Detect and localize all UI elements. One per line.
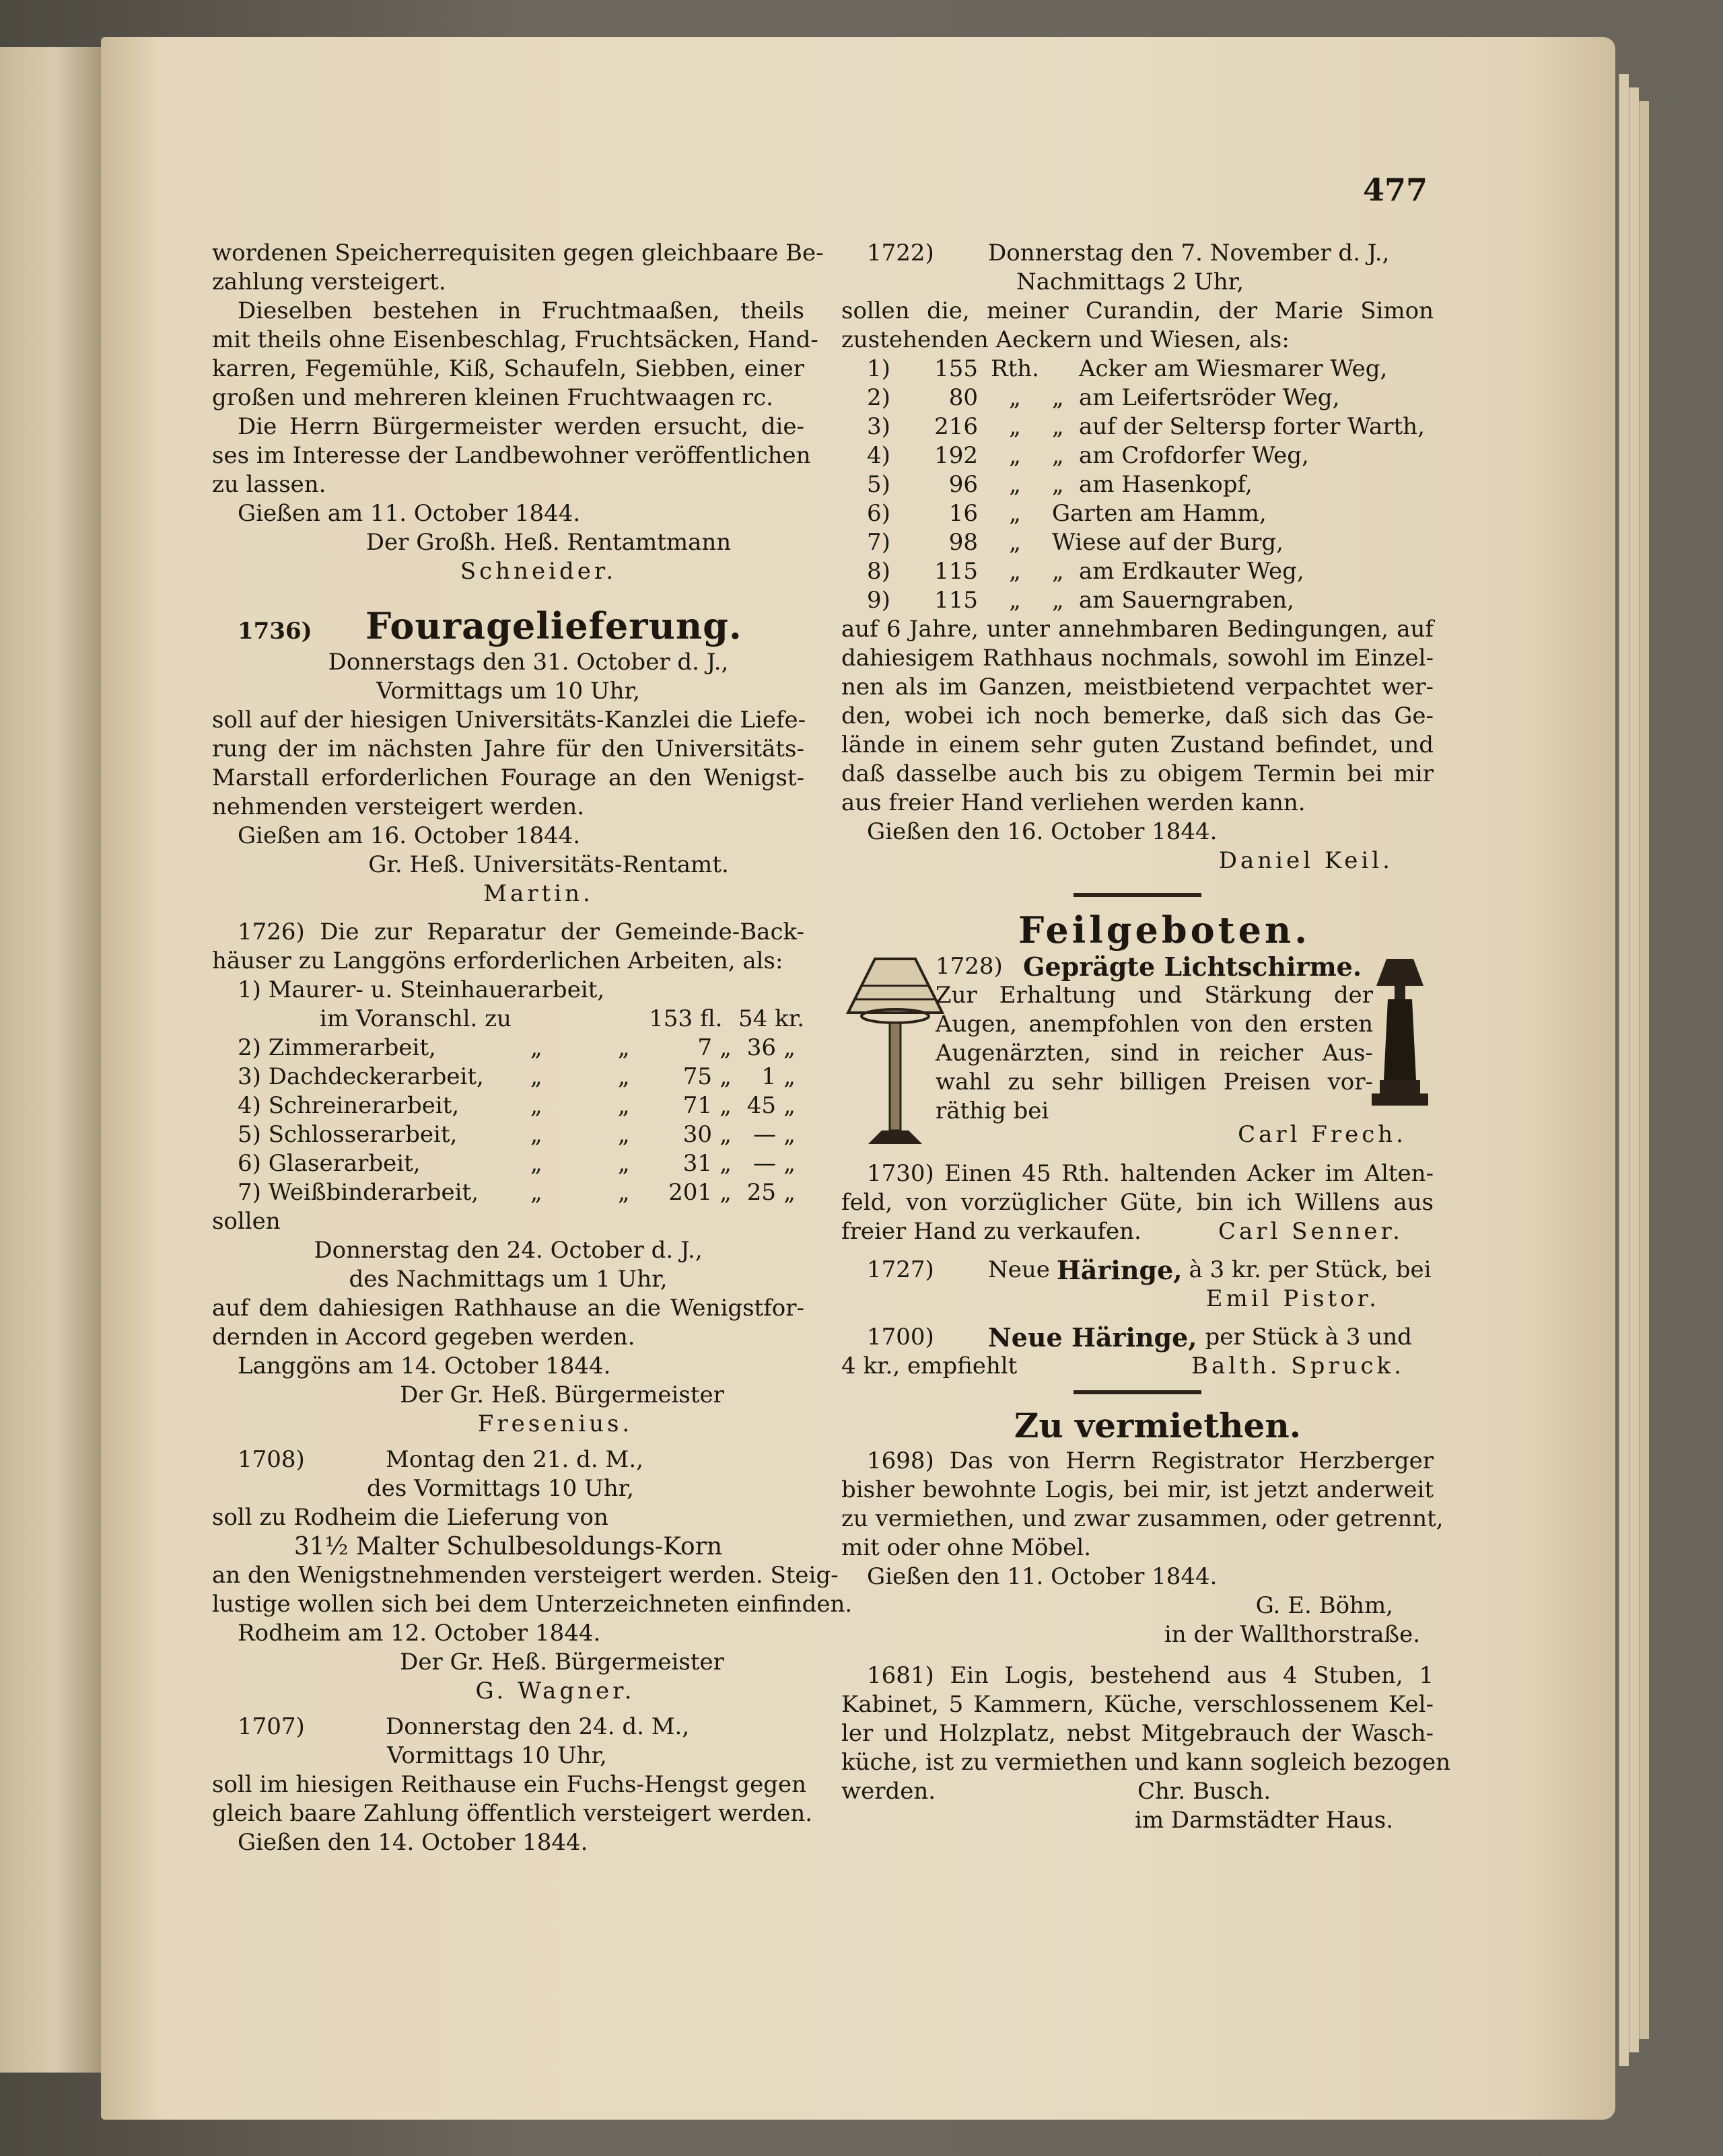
korn-notice [212, 1445, 853, 1706]
ditto-mark: „ [1052, 471, 1064, 498]
cost-kr: — [753, 1121, 776, 1148]
lamp-advert [841, 952, 1434, 1154]
page-stack-edge [1619, 74, 1629, 2066]
item-number: 4) [867, 442, 890, 469]
text-line: zu lassen. [212, 471, 326, 498]
vermiethen-section [841, 1405, 1450, 1835]
item-unit: „ [1009, 471, 1021, 498]
item-number: 2) [867, 384, 890, 411]
book-page [101, 37, 1615, 2120]
field-item [841, 384, 1434, 412]
signer-title: Gr. Heß. Universitäts-Rentamt. [368, 851, 729, 878]
ditto-mark: „ [618, 1121, 630, 1148]
field-item [841, 528, 1434, 557]
page-stack-edge [1639, 101, 1649, 2039]
page-stack-edge [1629, 87, 1639, 2052]
signer-name: Daniel Keil. [1218, 847, 1393, 874]
work-item [212, 1063, 804, 1091]
text-line: werden. [841, 1778, 936, 1805]
ditto-mark: „ [783, 1034, 796, 1061]
ditto-mark: „ [719, 1034, 732, 1061]
text-line: per Stück à 3 und [1205, 1324, 1412, 1351]
item-number: 9) [867, 587, 890, 614]
text-line: Zur Erhaltung und Stärkung der [936, 982, 1373, 1009]
page-number: 477 [1363, 172, 1428, 208]
notice-when: Montag den 21. d. M., [386, 1446, 643, 1473]
haering-advert-2 [841, 1323, 1434, 1381]
work-items [212, 1034, 804, 1207]
notice-date: Gießen den 14. October 1844. [238, 1829, 588, 1856]
notice-number: 1727) [867, 1256, 934, 1283]
item-amount: 98 [948, 529, 978, 556]
notice-number: 1728) [936, 953, 1003, 980]
text-line: karren, Fegemühle, Kiß, Schaufeln, Siebben, einer [212, 355, 804, 382]
item-description: am Leifertsröder Weg, [1079, 384, 1340, 411]
text-line: wordenen Speicherrequisiten gegen gleichbaare Be- [212, 240, 824, 266]
text-line: 1698) Das von Herrn Registrator Herzberger [867, 1447, 1434, 1474]
work-label: 5) Schlosserarbeit, [238, 1121, 458, 1148]
work-item [212, 1178, 804, 1207]
advert-heading: Neue Häringe, [988, 1322, 1197, 1353]
item-description: am Hasenkopf, [1079, 471, 1253, 498]
text-line: soll auf der hiesigen Universitäts-Kanzlei die Liefe- [212, 707, 806, 733]
item-amount: 216 [934, 413, 978, 440]
notice-when: Vormittags 10 Uhr, [387, 1742, 607, 1769]
cost-kr: 54 kr. [738, 1005, 805, 1032]
signer-name: Martin. [483, 880, 594, 907]
text-line: daß dasselbe auch bis zu obigem Termin bei mir [841, 760, 1434, 787]
text-line: küche, ist zu vermiethen und kann sogleich bezogen [841, 1749, 1450, 1776]
text-line: soll zu Rodheim die Lieferung von [212, 1504, 608, 1531]
work-item [212, 1091, 804, 1120]
signer-name: Fresenius. [477, 1410, 633, 1437]
text-line: mit oder ohne Möbel. [841, 1534, 1092, 1561]
ditto-mark: „ [618, 1034, 630, 1061]
item-description: am Sauerngraben, [1079, 587, 1294, 614]
notice-when: Vormittags um 10 Uhr, [376, 678, 640, 705]
ditto-mark: „ [530, 1121, 542, 1148]
text-line: Augenärzten, sind in reicher Aus- [936, 1040, 1373, 1067]
cost-kr: — [753, 1150, 776, 1177]
advert-heading: Häringe, [1056, 1255, 1183, 1285]
item-unit: „ [1009, 500, 1021, 527]
text-line: wahl zu sehr billigen Preisen vor- [936, 1069, 1373, 1095]
signer-name: Carl Senner. [1218, 1218, 1403, 1245]
item-unit: „ [1009, 384, 1021, 411]
text-line: bisher bewohnte Logis, bei mir, ist jetzt anderweit [841, 1476, 1434, 1503]
item-number: 7) [867, 529, 890, 556]
item-amount: 115 [934, 558, 978, 585]
text-line: sollen die, meiner Curandin, der Marie Simon [841, 297, 1434, 324]
notice-when: Donnerstag den 24. October d. J., [314, 1237, 703, 1264]
text-line: ler und Holzplatz, nebst Mitgebrauch der Wasch- [841, 1720, 1434, 1747]
notice-date: Rodheim am 12. October 1844. [238, 1620, 601, 1647]
field-item [841, 586, 1434, 615]
fourage-notice [212, 604, 804, 908]
work-label: 3) Dachdeckerarbeit, [238, 1063, 484, 1090]
signer-name: Chr. Busch. [1137, 1778, 1271, 1805]
work-item [212, 1034, 804, 1063]
work-item-cost [212, 1005, 804, 1034]
ditto-mark: „ [783, 1092, 796, 1119]
field-item [841, 470, 1434, 499]
notice-number: 1708) [238, 1446, 305, 1473]
text-line: dahiesigem Rathhaus nochmals, sowohl im Einzel- [841, 645, 1434, 672]
section-heading: Zu vermiethen. [1014, 1406, 1302, 1445]
item-description: auf der Seltersp forter Warth, [1079, 413, 1425, 440]
field-item [841, 441, 1434, 470]
signer-name: Balth. Spruck. [1191, 1353, 1405, 1379]
text-line: rung der im nächsten Jahre für den Universitäts- [212, 735, 804, 762]
notice-heading: Fouragelieferung. [365, 604, 742, 647]
cost-fl: 31 [682, 1150, 712, 1177]
cost-kr: 45 [746, 1092, 776, 1119]
ditto-mark: „ [719, 1092, 732, 1119]
text-line: à 3 kr. per Stück, bei [1189, 1256, 1432, 1283]
left-column [212, 239, 853, 1857]
acker-advert [841, 1159, 1434, 1246]
notice-number: 1736) [238, 618, 312, 645]
text-line: nen als im Ganzen, meistbietend verpachtet wer- [841, 674, 1434, 700]
text-line: häuser zu Langgöns erforderlichen Arbeiten, als: [212, 947, 783, 974]
work-label: 4) Schreinerarbeit, [238, 1092, 460, 1119]
item-amount: 155 [934, 355, 978, 382]
text-line: zustehenden Aeckern und Wiesen, als: [841, 326, 1290, 353]
field-item [841, 557, 1434, 586]
item-number: 5) [867, 471, 890, 498]
cost-kr: 25 [746, 1179, 776, 1206]
text-line: aus freier Hand verliehen werden kann. [841, 789, 1306, 816]
item-number: 3) [867, 413, 890, 440]
ditto-mark: „ [783, 1121, 796, 1148]
work-label: 2) Zimmerarbeit, [238, 1034, 436, 1061]
text-line: gleich baare Zahlung öffentlich versteigert werden. [212, 1800, 813, 1827]
text-line: im Voranschl. zu [320, 1005, 512, 1032]
item-amount: 16 [948, 500, 978, 527]
ditto-mark: „ [1052, 442, 1064, 469]
item-description: am Crofdorfer Weg, [1079, 442, 1309, 469]
item-description: Garten am Hamm, [1052, 500, 1267, 527]
text-line: Kabinet, 5 Kammern, Küche, verschlossenem Kel- [841, 1691, 1434, 1718]
ditto-mark: „ [783, 1179, 796, 1206]
text-line: Die Herrn Bürgermeister werden ersucht, die- [238, 413, 804, 440]
speicher-notice [212, 239, 824, 586]
item-number: 6) [867, 500, 890, 527]
text-line: Neue [988, 1256, 1050, 1283]
text-line: zu vermiethen, und zwar zusammen, oder getrennt, [841, 1505, 1444, 1532]
section-heading: Feilgeboten. [1018, 908, 1311, 951]
item-unit: „ [1009, 587, 1021, 614]
item-unit: „ [1009, 413, 1021, 440]
ditto-mark: „ [530, 1150, 542, 1177]
hengst-notice [212, 1713, 813, 1857]
text-line: nehmenden versteigert werden. [212, 793, 585, 820]
item-unit: „ [1009, 558, 1021, 585]
ditto-mark: „ [1052, 558, 1064, 585]
notice-number: 1700) [867, 1324, 934, 1351]
cost-fl: 75 [682, 1063, 712, 1090]
item-description: Acker am Wiesmarer Weg, [1079, 355, 1388, 382]
cost-fl: 71 [682, 1092, 712, 1119]
notice-when: Donnerstag den 24. d. M., [386, 1713, 690, 1740]
lamp-illustration [1366, 952, 1434, 1120]
ditto-mark: „ [1052, 384, 1064, 411]
backhaeuser-notice [212, 918, 804, 1439]
text-line: mit theils ohne Eisenbeschlag, Fruchtsäcken, Hand- [212, 326, 818, 353]
text-line: freier Hand zu verkaufen. [841, 1218, 1141, 1245]
notice-date: Gießen den 16. October 1844. [867, 818, 1218, 845]
text-line: Augen, anempfohlen von den ersten [936, 1011, 1373, 1038]
signer-address: in der Wallthorstraße. [1164, 1621, 1420, 1648]
item-description: am Erdkauter Weg, [1079, 558, 1304, 585]
item-amount: 192 [934, 442, 978, 469]
item-unit: Rth. [991, 355, 1039, 382]
text-line: zahlung versteigert. [212, 268, 446, 295]
text-line: Dieselben bestehen in Fruchtmaaßen, theils [238, 297, 804, 324]
aecker-notice [841, 239, 1434, 875]
ditto-mark: „ [1052, 587, 1064, 614]
ditto-mark: „ [618, 1092, 630, 1119]
field-item [841, 355, 1434, 384]
ditto-mark: „ [530, 1063, 542, 1090]
work-label: 6) Glaserarbeit, [238, 1150, 421, 1177]
signer-title: Der Gr. Heß. Bürgermeister [400, 1381, 724, 1408]
text-line: 31½ Malter Schulbesoldungs-Korn [293, 1533, 723, 1560]
item-amount: 115 [934, 587, 978, 614]
item-number: 8) [867, 558, 890, 585]
section-divider [1074, 893, 1201, 897]
text-line: den, wobei ich noch bemerke, daß sich das Ge- [841, 703, 1434, 729]
ditto-mark: „ [530, 1179, 542, 1206]
text-line: soll im hiesigen Reithause ein Fuchs-Hengst gegen [212, 1771, 806, 1798]
field-list [841, 355, 1434, 615]
cost-kr: 36 [746, 1034, 776, 1061]
text-line: auf dem dahiesigen Rathhause an die Wenigstfor- [212, 1295, 804, 1322]
notice-date: Langgöns am 14. October 1844. [238, 1353, 611, 1379]
work-item [212, 1120, 804, 1149]
lampshade-illustration [841, 952, 949, 1154]
item-number: 1) [867, 355, 890, 382]
item-amount: 80 [948, 384, 978, 411]
logis-advert-1 [841, 1447, 1444, 1649]
notice-number: 1722) [867, 240, 934, 266]
notice-number: 1707) [238, 1713, 305, 1740]
notice-when: des Vormittags 10 Uhr, [367, 1475, 634, 1502]
text-line: 4 kr., empfiehlt [841, 1353, 1018, 1379]
notice-date: Gießen am 11. October 1844. [238, 500, 581, 527]
field-item [841, 499, 1434, 528]
work-label: 7) Weißbinderarbeit, [238, 1179, 479, 1206]
notice-when: Nachmittags 2 Uhr, [1016, 268, 1244, 295]
text-line: 1681) Ein Logis, bestehend aus 4 Stuben, 1 [867, 1662, 1434, 1689]
advert-heading: Geprägte Lichtschirme. [1023, 951, 1362, 982]
ditto-mark: „ [719, 1150, 732, 1177]
notice-when: Donnerstag den 7. November d. J., [988, 240, 1390, 266]
signer-title: Der Großh. Heß. Rentamtmann [365, 529, 732, 556]
item-unit: „ [1009, 529, 1021, 556]
text-line: räthig bei [936, 1098, 1049, 1124]
text-line: 1726) Die zur Reparatur der Gemeinde-Back- [238, 919, 804, 945]
text-line: auf 6 Jahre, unter annehmbaren Bedingungen, auf [841, 616, 1434, 643]
notice-date: Gießen am 16. October 1844. [238, 822, 581, 849]
right-column [841, 239, 1450, 1835]
facing-page-edge [0, 47, 101, 2073]
signer-name: Schneider. [460, 558, 617, 585]
signer-name: Emil Pistor. [1205, 1285, 1380, 1312]
section-divider [1074, 1390, 1201, 1394]
signer-name: G. Wagner. [475, 1678, 635, 1704]
cost-fl: 7 [697, 1034, 712, 1061]
text-line: 1730) Einen 45 Rth. haltenden Acker im Alten- [867, 1160, 1434, 1187]
item-description: Wiese auf der Burg, [1052, 529, 1284, 556]
notice-date: Gießen den 11. October 1844. [867, 1563, 1218, 1590]
feilgeboten-section [841, 908, 1434, 1381]
item-amount: 96 [948, 471, 978, 498]
ditto-mark: „ [719, 1179, 732, 1206]
signer-name: G. E. Böhm, [1255, 1592, 1393, 1619]
cost-kr: 1 [761, 1063, 776, 1090]
ditto-mark: „ [618, 1063, 630, 1090]
work-item: 1) Maurer- u. Steinhauerarbeit, [238, 976, 605, 1003]
cost-fl: 201 [668, 1179, 712, 1206]
text-line: lände in einem sehr guten Zustand befindet, und [841, 731, 1434, 758]
text-line: feld, von vorzüglicher Güte, bin ich Willens aus [841, 1189, 1434, 1216]
ditto-mark [1052, 355, 1079, 384]
text-line: großen und mehreren kleinen Fruchtwaagen rc. [212, 384, 773, 411]
cost-fl: 30 [682, 1121, 712, 1148]
work-item [212, 1149, 804, 1178]
ditto-mark: „ [530, 1034, 542, 1061]
text-line: Marstall erforderlichen Fourage an den Wenigst- [212, 764, 804, 791]
haering-advert-1 [841, 1256, 1434, 1314]
text-line: an den Wenigstnehmenden versteigert werden. Steig- [212, 1562, 839, 1589]
ditto-mark: „ [783, 1150, 796, 1177]
signer-address: im Darmstädter Haus. [1134, 1807, 1393, 1834]
text-line: lustige wollen sich bei dem Unterzeichneten einfinden. [212, 1591, 853, 1618]
field-item [841, 412, 1434, 441]
ditto-mark: „ [1052, 413, 1064, 440]
cost-fl: 153 fl. [649, 1005, 723, 1032]
item-unit: „ [1009, 442, 1021, 469]
text-line: sollen [212, 1208, 281, 1235]
signer-title: Der Gr. Heß. Bürgermeister [400, 1649, 724, 1676]
ditto-mark: „ [618, 1150, 630, 1177]
text-line: dernden in Accord gegeben werden. [212, 1324, 635, 1351]
ditto-mark: „ [719, 1121, 732, 1148]
notice-when: Donnerstags den 31. October d. J., [328, 649, 729, 676]
ditto-mark: „ [719, 1063, 732, 1090]
ditto-mark: „ [783, 1063, 796, 1090]
signer-name: Carl Frech. [1238, 1121, 1407, 1148]
text-line: ses im Interesse der Landbewohner veröffentlichen [212, 442, 811, 469]
notice-when: des Nachmittags um 1 Uhr, [349, 1266, 668, 1293]
ditto-mark: „ [530, 1092, 542, 1119]
ditto-mark: „ [618, 1179, 630, 1206]
logis-advert-2 [841, 1661, 1450, 1835]
